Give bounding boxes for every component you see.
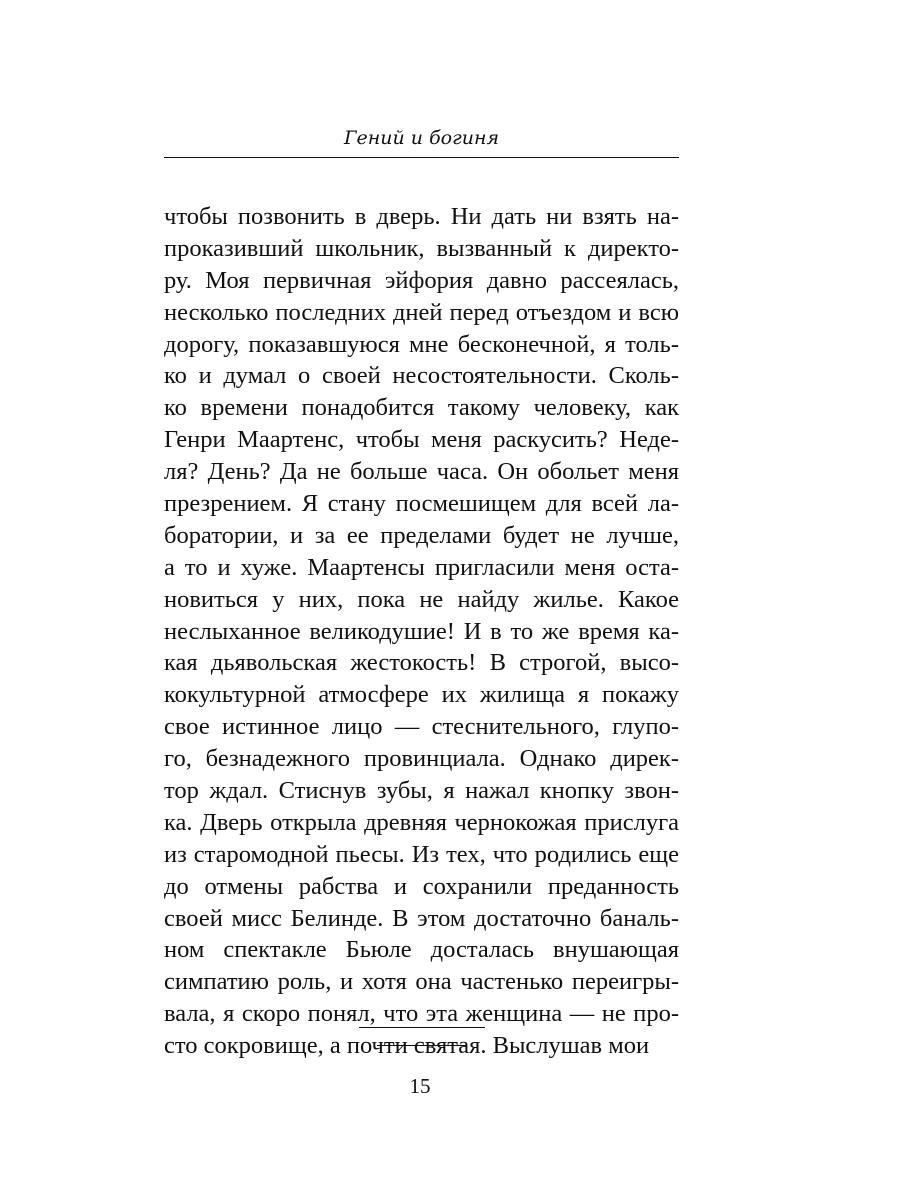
running-title: Гений и богиня <box>343 127 500 149</box>
text-line: ко и думал о своей несостоятельности. Сколь- <box>164 362 679 390</box>
text-line: до отмены рабства и сохранили преданность <box>164 872 679 900</box>
text-line: проказивший школьник, вызванный к директо- <box>164 234 679 262</box>
footer-rule-long <box>359 1027 485 1028</box>
text-line: го, безнадежного провинциала. Однако дирек- <box>164 745 679 773</box>
header-rule <box>164 157 679 158</box>
text-line: новиться у них, пока не найду жилье. Какое <box>164 585 679 613</box>
body-text <box>164 201 679 1062</box>
text-line: дорогу, показавшуюся мне бесконечной, я толь- <box>164 330 679 358</box>
text-line: чтобы позвонить в дверь. Ни дать ни взять на- <box>164 203 679 230</box>
text-line: ру. Моя первичная эйфория давно рассеялась, <box>164 266 679 294</box>
text-line: ля? День? Да не больше часа. Он обольет меня <box>164 458 679 486</box>
text-line: своей мисс Белинде. В этом достаточно баналь- <box>164 904 679 932</box>
text-line: кая дьявольская жестокость! В строгой, высо- <box>164 649 679 677</box>
text-line: неслыханное великодушие! И в то же время ка- <box>164 617 679 645</box>
text-line: тор ждал. Стиснув зубы, я нажал кнопку звон- <box>164 777 679 805</box>
text-line: боратории, и за ее пределами будет не лучше, <box>164 521 679 549</box>
text-line: сто сокровище, а почти святая. Выслушав мои <box>164 1032 650 1060</box>
text-line: ка. Дверь открыла древняя чернокожая прислуга <box>164 808 679 836</box>
text-line: ном спектакле Бьюле досталась внушающая <box>164 936 679 964</box>
text-line: симпатию роль, и хотя она частенько переигры- <box>164 968 679 996</box>
text-line: Генри Маартенс, чтобы меня раскусить? Неде- <box>164 426 679 454</box>
text-line: несколько последних дней перед отъездом и всю <box>164 298 679 326</box>
text-line: ко времени понадобится такому человеку, как <box>164 394 679 422</box>
text-line: из старомодной пьесы. Из тех, что родились еще <box>164 840 679 868</box>
text-line: а то и хуже. Маартенсы пригласили меня оста- <box>164 553 679 581</box>
footer-rule-short <box>377 1045 467 1046</box>
text-line: вала, я скоро понял, что эта женщина — не про- <box>164 1000 679 1028</box>
text-line: кокультурной атмосфере их жилища я покажу <box>164 681 679 709</box>
page-number: 15 <box>409 1074 431 1098</box>
text-line: презрением. Я стану посмешищем для всей ла- <box>164 490 679 518</box>
text-line: свое истинное лицо — стеснительного, глупо- <box>164 713 679 741</box>
